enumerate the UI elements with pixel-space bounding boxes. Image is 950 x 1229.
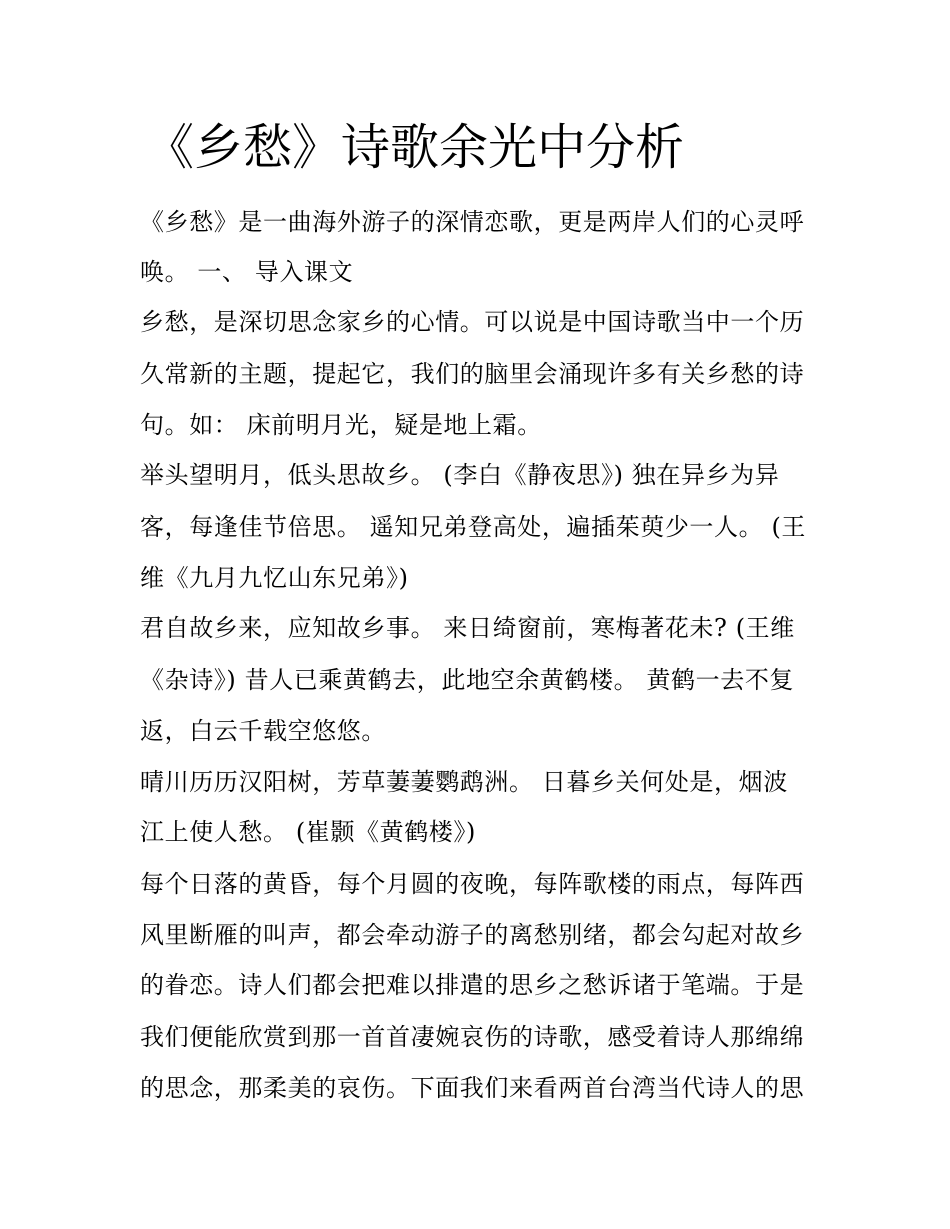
body-line: 《乡愁》是一曲海外游子的深情恋歌，更是两岸人们的心灵呼 bbox=[140, 208, 805, 236]
document-title: 《乡愁》诗歌余光中分析 bbox=[145, 119, 685, 176]
body-line: 每个日落的黄昏，每个月圆的夜晚，每阵歌楼的雨点，每阵西 bbox=[140, 870, 805, 898]
body-line: 的眷恋。诗人们都会把难以排遣的思乡之愁诉诸于笔端。于是 bbox=[140, 971, 805, 999]
body-line: 乡愁，是深切思念家乡的心情。可以说是中国诗歌当中一个历 bbox=[140, 308, 805, 336]
body-line: 晴川历历汉阳树，芳草萋萋鹦鹉洲。 日暮乡关何处是，烟波 bbox=[140, 768, 788, 796]
body-line: 久常新的主题，提起它，我们的脑里会涌现许多有关乡愁的诗 bbox=[140, 360, 805, 388]
body-line: 江上使人愁。 (崔颢《黄鹤楼》) bbox=[140, 818, 476, 846]
body-line: 客，每逢佳节倍思。 遥知兄弟登高处，遍插茱萸少一人。 (王 bbox=[140, 513, 807, 541]
body-line: 我们便能欣赏到那一首首凄婉哀伤的诗歌，感受着诗人那绵绵 bbox=[140, 1023, 805, 1051]
body-line: 君自故乡来，应知故乡事。 来日绮窗前，寒梅著花未? (王维 bbox=[140, 614, 795, 642]
body-line: 唤。 一、 导入课文 bbox=[140, 258, 354, 286]
body-line: 维《九月九忆山东兄弟》) bbox=[140, 564, 409, 592]
body-line: 风里断雁的叫声，都会牵动游子的离愁别绪，都会勾起对故乡 bbox=[140, 921, 805, 949]
body-line: 的思念，那柔美的哀伤。下面我们来看两首台湾当代诗人的思 bbox=[140, 1074, 805, 1102]
body-line: 《杂诗》) 昔人已乘黄鹤去，此地空余黄鹤楼。 黄鹤一去不复 bbox=[140, 666, 795, 694]
body-line: 句。如： 床前明月光，疑是地上霜。 bbox=[140, 411, 542, 439]
body-line: 举头望明月，低头思故乡。 (李白《静夜思》) 独在异乡为异 bbox=[140, 461, 780, 489]
body-line: 返，白云千载空悠悠。 bbox=[140, 717, 386, 745]
